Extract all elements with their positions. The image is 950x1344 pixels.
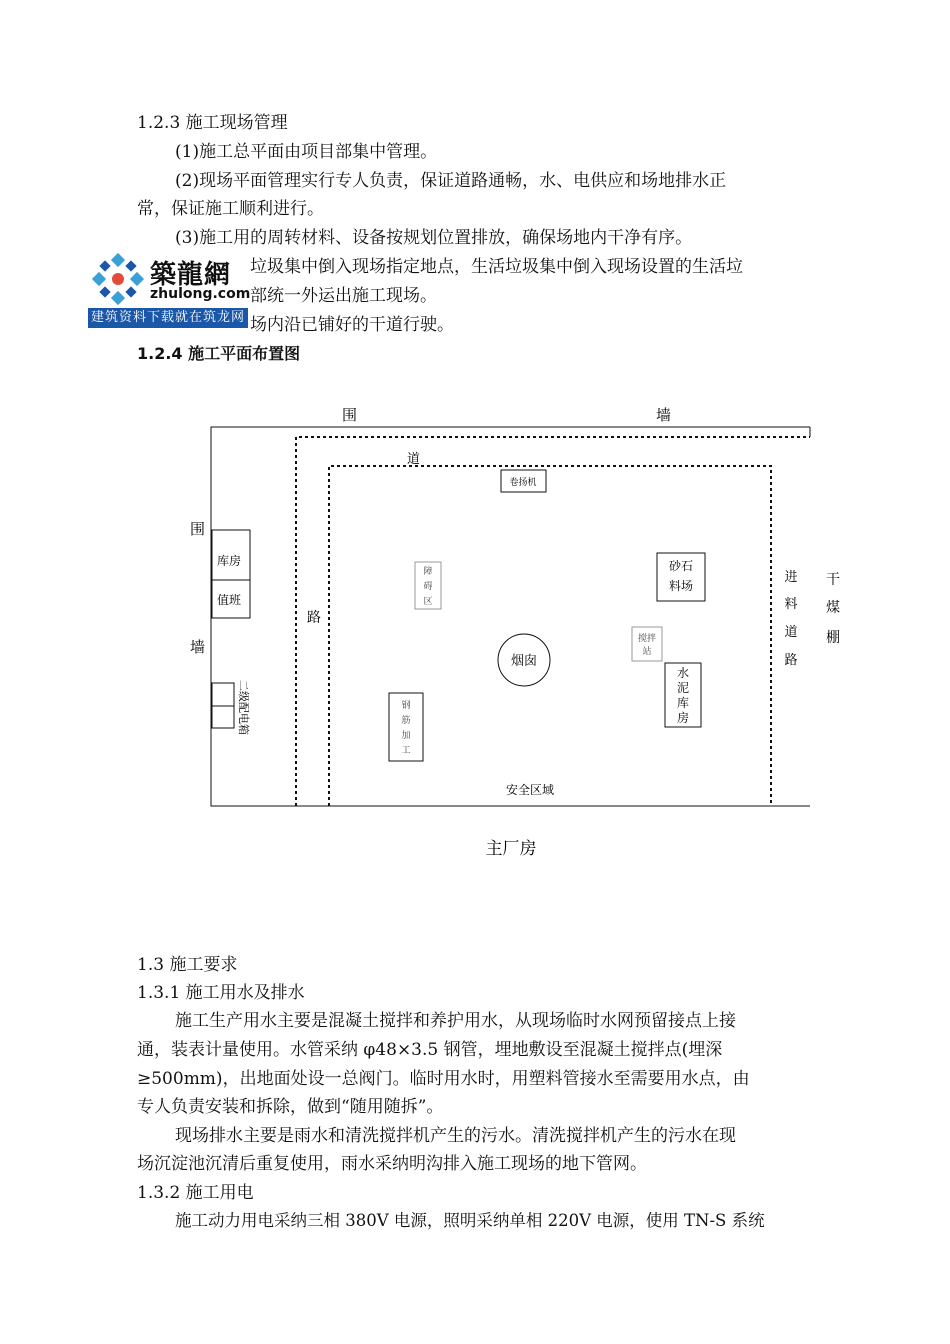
zhulong-logo [88, 250, 251, 328]
logo-cn: 築龍網 [150, 260, 232, 290]
warehouse-label: 库房 [216, 554, 242, 568]
heading-1-3: 1.3 施工要求 [137, 955, 238, 975]
winch-label: 卷扬机 [509, 478, 537, 488]
paragraph: 现场排水主要是雨水和清洗搅拌机产生的污水。清洗搅拌机产生的污水在现 [175, 1126, 736, 1146]
coal-shed-char-2: 煤 [826, 600, 840, 616]
paragraph: 场沉淀池沉清后重复使用，雨水采纳明沟排入施工现场的地下管网。 [137, 1154, 647, 1174]
paragraph: 专人负责安装和拆除，做到“随用随拆”。 [137, 1097, 444, 1117]
obstacle-char-1: 障 [423, 567, 433, 577]
rebar-char-2: 筋 [401, 716, 411, 726]
heading-1-3-2: 1.3.2 施工用电 [137, 1183, 254, 1203]
coal-shed-char-1: 干 [826, 572, 840, 588]
road-top-label: 道 [407, 452, 421, 467]
obstacle-char-2: 碍 [423, 582, 433, 592]
logo-slogan: 建筑资料下载就在筑龙网 [88, 308, 248, 328]
obstacle-char-3: 区 [423, 597, 433, 607]
gravel-label-1: 砂石 [668, 559, 694, 573]
logo-en: zhulong.com [150, 286, 251, 302]
rebar-char-4: 工 [401, 746, 411, 756]
paragraph: 施工生产用水主要是混凝土搅拌和养护用水，从现场临时水网预留接点上接 [175, 1011, 736, 1031]
paragraph: 通，装表计量使用。水管采纳 φ48×3.5 钢管，埋地敷设至混凝土搅拌点(埋深 [137, 1040, 723, 1060]
top-wall-label-1: 围 [342, 406, 358, 424]
distribution-box-lower [212, 706, 234, 728]
paragraph: (2)现场平面管理实行专人负责，保证道路通畅，水、电供应和场地排水正 [175, 171, 727, 191]
road-outer [296, 437, 810, 806]
road-inner [329, 466, 771, 806]
rebar-char-3: 加 [401, 731, 411, 741]
paragraph: 场内沿已铺好的干道行驶。 [250, 315, 454, 335]
paragraph: 部统一外运出施工现场。 [250, 286, 437, 306]
heading-1-2-3: 1.2.3 施工现场管理 [137, 113, 288, 133]
paragraph: 常，保证施工顺利进行。 [137, 199, 324, 219]
access-road-char-4: 路 [784, 653, 798, 668]
access-road-char-3: 道 [784, 625, 798, 640]
top-wall-label-2: 墙 [656, 406, 672, 424]
cement-char-2: 泥 [676, 681, 690, 695]
road-left-label: 路 [307, 610, 321, 626]
duty-label: 值班 [216, 593, 242, 607]
main-building-label: 主厂房 [485, 839, 537, 859]
distribution-box-label: 二级配电箱 [237, 680, 250, 735]
distribution-box-upper [212, 683, 234, 706]
paragraph: ≥500mm)，出地面处设一总阀门。临时用水时，用塑料管接水至需要用水点，由 [137, 1069, 750, 1089]
heading-1-2-4: 1.2.4 施工平面布置图 [137, 344, 301, 363]
access-road-char-2: 料 [784, 597, 798, 612]
mixing-label-2: 站 [642, 647, 652, 657]
snowflake-icon [88, 250, 148, 308]
left-wall-label-1: 围 [190, 520, 206, 538]
access-road-char-1: 进 [784, 570, 798, 585]
safe-zone-label: 安全区域 [505, 783, 555, 797]
paragraph: 垃圾集中倒入现场指定地点，生活垃圾集中倒入现场设置的生活垃 [250, 257, 743, 277]
paragraph: 施工动力用电采纳三相 380V 电源，照明采纳单相 220V 电源，使用 TN-S 系统 [175, 1211, 765, 1230]
gravel-label-2: 料场 [668, 579, 694, 593]
mixing-label-1: 搅拌 [637, 634, 657, 644]
rebar-char-1: 钢 [401, 701, 411, 711]
paragraph: (3)施工用的周转材料、设备按规划位置排放，确保场地内干净有序。 [175, 228, 693, 248]
coal-shed-char-3: 棚 [826, 630, 840, 646]
cement-char-3: 库 [676, 696, 690, 710]
chimney-label: 烟囱 [510, 654, 538, 669]
left-wall-label-2: 墙 [190, 638, 206, 656]
heading-1-3-1: 1.3.1 施工用水及排水 [137, 983, 305, 1003]
site-layout-diagram [0, 390, 950, 890]
paragraph: (1)施工总平面由项目部集中管理。 [175, 142, 438, 162]
cement-char-1: 水 [676, 666, 690, 680]
cement-char-4: 房 [676, 711, 690, 725]
